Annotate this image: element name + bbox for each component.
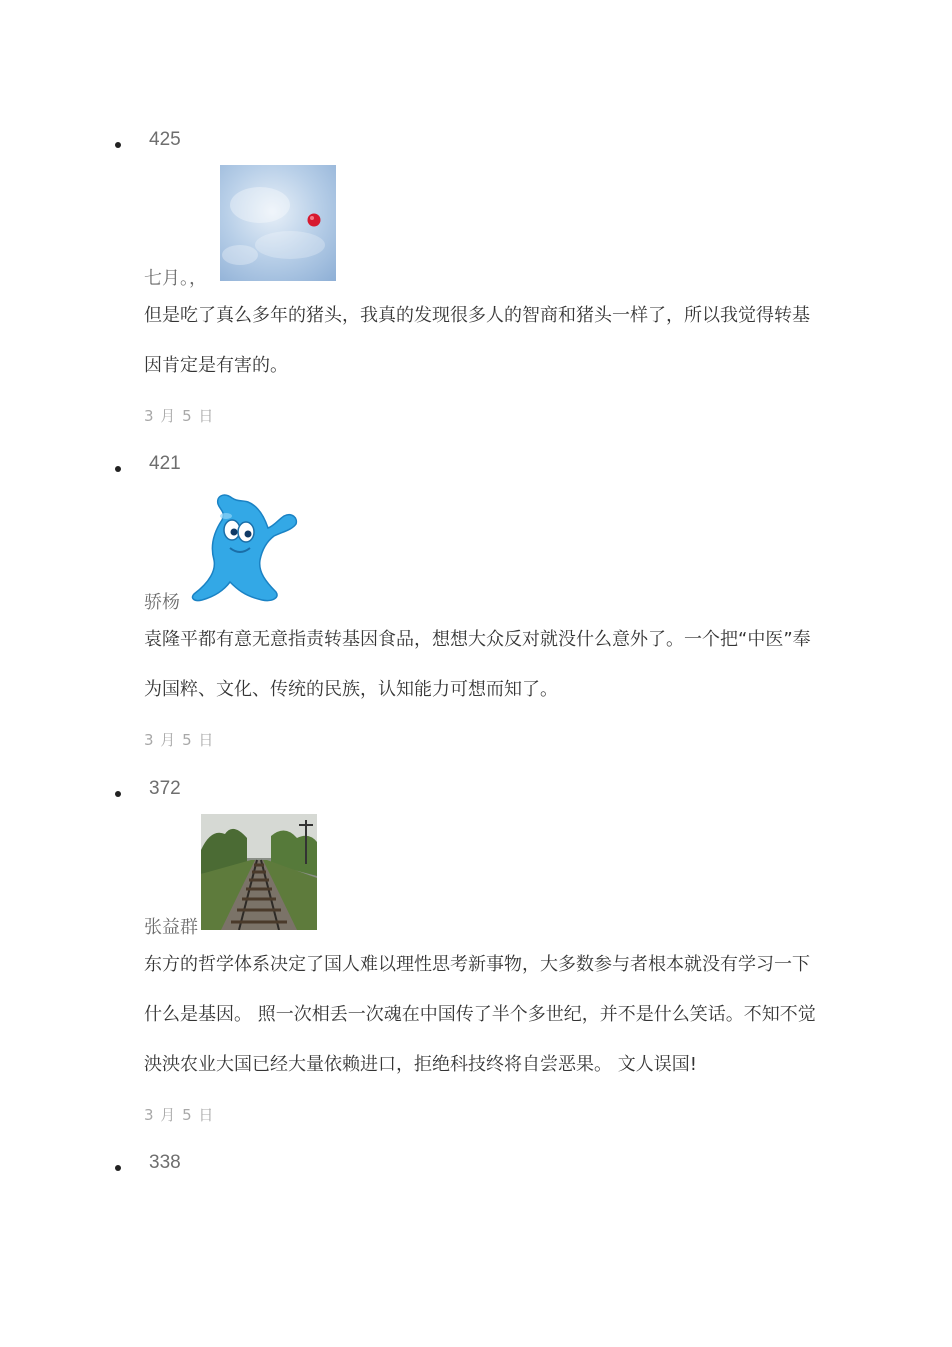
haibao-mascot-avatar-icon — [180, 490, 298, 606]
like-count: 425 — [149, 129, 181, 150]
avatar[interactable] — [201, 814, 317, 930]
username[interactable]: 骄杨 — [144, 592, 180, 613]
comment-text: 袁隆平都有意无意指责转基因食品，想想大众反对就没什么意外了。一个把“中医”奉为国粹、文化、传统的民族，认知能力可想而知了。 — [144, 629, 811, 700]
comment-date: 3 月 5 日 — [144, 407, 215, 425]
username[interactable]: 七月。， — [144, 268, 207, 289]
like-count: 421 — [149, 453, 181, 474]
list-bullet — [115, 1165, 121, 1171]
like-count: 338 — [149, 1152, 181, 1173]
list-bullet — [115, 142, 121, 148]
comment-text: 东方的哲学体系决定了国人难以理性思考新事物，大多数参与者根本就没有学习一下什么是基因。 照一次相丢一次魂在中国传了半个多世纪，并不是什么笑话。不知不觉泱泱农业大国已经大量依赖进口，拒绝科技终将自尝恶果。 文人误国! — [144, 954, 816, 1075]
railway-track-avatar-icon — [201, 814, 317, 930]
red-balloon-sky-avatar-icon — [220, 165, 336, 281]
avatar[interactable] — [220, 165, 336, 281]
like-count: 372 — [149, 778, 181, 799]
comment-date: 3 月 5 日 — [144, 731, 215, 749]
list-bullet — [115, 791, 121, 797]
username[interactable]: 张益群 — [144, 917, 198, 938]
comment-date: 3 月 5 日 — [144, 1106, 215, 1124]
comment-text: 但是吃了真么多年的猪头，我真的发现很多人的智商和猪头一样了，所以我觉得转基因肯定是有害的。 — [144, 305, 810, 376]
list-bullet — [115, 466, 121, 472]
avatar[interactable] — [180, 490, 298, 606]
